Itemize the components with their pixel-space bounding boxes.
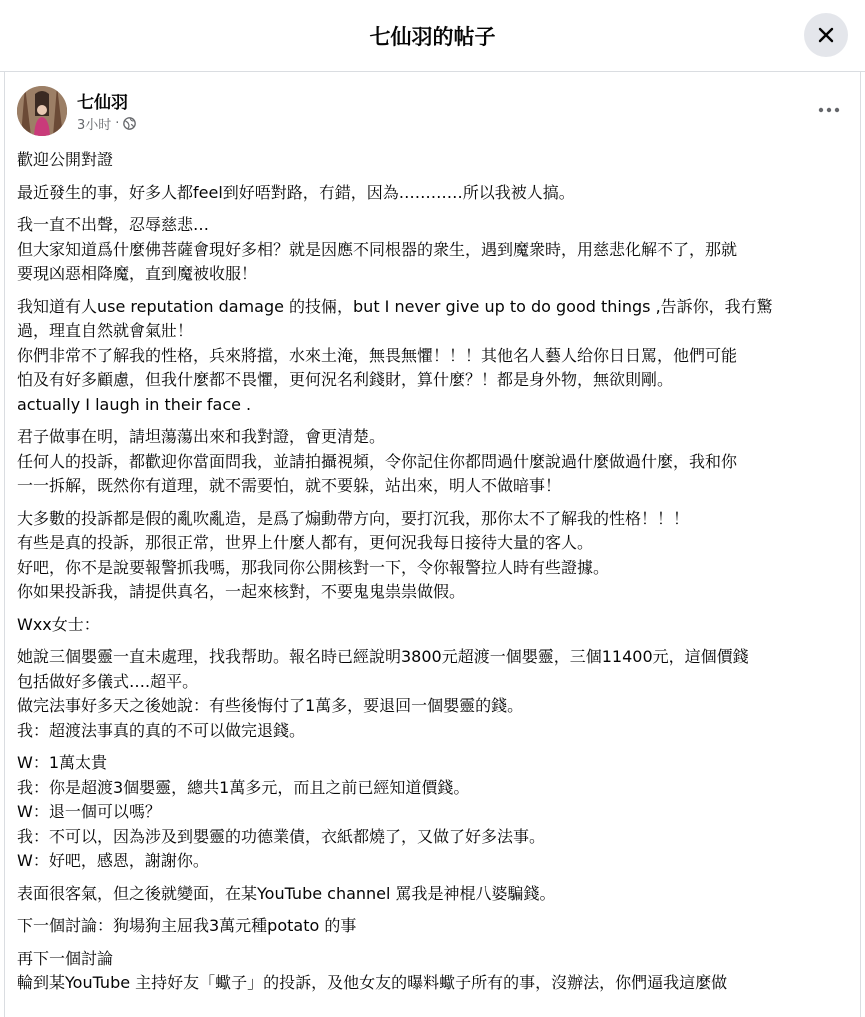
post-meta xyxy=(77,114,136,133)
meta-separator: · xyxy=(115,116,120,131)
close-button[interactable] xyxy=(804,13,848,57)
post-text-line: 過，理直自然就會氣壯！ xyxy=(17,321,194,340)
post-paragraph xyxy=(17,613,849,638)
post-paragraph xyxy=(17,751,849,874)
avatar[interactable] xyxy=(17,86,67,136)
avatar-image xyxy=(17,86,67,136)
post-text-line: 歡迎公開對證 xyxy=(17,150,114,169)
post-text-line: 我知道有人use reputation damage 的技倆，but I never give up to do good things ,告訴你，我冇驚 xyxy=(17,296,773,316)
globe-icon[interactable] xyxy=(123,117,136,130)
post-paragraph xyxy=(17,295,849,418)
post-paragraph xyxy=(17,645,849,743)
post-paragraph xyxy=(17,507,849,605)
post-text-line: 要現凶惡相降魔，直到魔被收服！ xyxy=(17,264,258,283)
post-text-line: 她說三個嬰靈一直未處理，找我帮助。報名時已經說明3800元超渡一個嬰靈，三個11400元，這個價錢 xyxy=(17,647,749,666)
post-body xyxy=(17,148,849,1004)
post-text-line: 最近發生的事，好多人都feel到好唔對路，冇錯，因為…………所以我被人搞。 xyxy=(17,182,575,202)
post-text-line: 做完法事好多天之後她說：有些後悔付了1萬多，要退回一個嬰靈的錢。 xyxy=(17,696,524,715)
post-card xyxy=(4,72,861,1017)
post-text-line: 我：不可以，因為涉及到嬰靈的功德業債，衣紙都燒了，又做了好多法事。 xyxy=(17,826,546,846)
post-text-line: 輪到某YouTube 主持好友「蠍子」的投訴，及他女友的曝料蠍子所有的事，沒辦法，你們逼我這麼做 xyxy=(17,973,728,992)
post-text-line: 我一直不出聲，忍辱慈悲… xyxy=(17,215,210,234)
post-text-line: 怕及有好多顧慮，但我什麼都不畏懼，更何況名利錢財，算什麼？！都是身外物，無欲則剛。 xyxy=(17,370,674,389)
post-author-name[interactable]: 七仙羽 xyxy=(77,93,128,113)
more-options-button[interactable] xyxy=(811,92,847,128)
post-text-line: 你們非常不了解我的性格，兵來將擋，水來土淹，無畏無懼！！！其他名人藝人给你日日罵，他們可能 xyxy=(17,345,738,365)
post-text-line: 君子做事在明，請坦蕩蕩出來和我對證，會更清楚。 xyxy=(17,427,386,446)
dialog-title: 七仙羽的帖子 xyxy=(369,24,496,49)
post-paragraph xyxy=(17,181,849,206)
dialog-header xyxy=(0,0,865,72)
post-text-line: 我：超渡法事真的真的不可以做完退錢。 xyxy=(17,720,306,740)
post-text-line: 但大家知道爲什麼佛菩薩會現好多相？就是因應不同根器的衆生，遇到魔衆時，用慈悲化解不了，那就 xyxy=(17,239,738,259)
post-text-line: 再下一個討論 xyxy=(17,948,114,968)
post-timestamp[interactable]: 3小时 xyxy=(77,118,112,133)
post-text-line: W：退一個可以嗎？ xyxy=(17,802,161,821)
post-text-line: 你如果投訴我，請提供真名，一起來核對，不要鬼鬼祟祟做假。 xyxy=(17,582,466,601)
post-text-line: 一一拆解，既然你有道理，就不需要怕，就不要躲，站出來，明人不做暗事！ xyxy=(17,476,562,495)
post-text-line: 任何人的投訴，都歡迎你當面問我，並請拍攝視頻，令你記住你都問過什麼說過什麼做過什麼，我和你 xyxy=(17,451,738,471)
post-paragraph xyxy=(17,425,849,499)
post-text-line: 大多數的投訴都是假的亂吹亂造，是爲了煽動帶方向，要打沉我，那你太不了解我的性格！！！ xyxy=(17,508,690,528)
post-text-line: 包括做好多儀式….超平。 xyxy=(17,671,199,691)
post-text-line: 有些是真的投訴，那很正常，世界上什麼人都有，更何況我每日接待大量的客人。 xyxy=(17,533,594,552)
post-paragraph xyxy=(17,882,849,907)
post-text-line: Wxx女士： xyxy=(17,614,100,634)
post-text-line: 我：你是超渡3個嬰靈，總共1萬多元，而且之前已經知道價錢。 xyxy=(17,777,470,797)
post-text-line: W：1萬太貴 xyxy=(17,753,108,772)
post-text-line: actually I laugh in their face . xyxy=(17,394,252,414)
more-horizontal-icon xyxy=(818,107,840,113)
close-icon xyxy=(816,25,836,45)
post-header xyxy=(17,86,847,138)
post-text-line: 表面很客氣，但之後就變面，在某YouTube channel 罵我是神棍八婆騙錢。 xyxy=(17,883,556,903)
post-paragraph xyxy=(17,148,849,173)
post-paragraph xyxy=(17,947,849,996)
post-paragraph xyxy=(17,213,849,287)
post-text-line: W：好吧，感恩，謝謝你。 xyxy=(17,851,209,870)
post-paragraph xyxy=(17,914,849,939)
post-text-line: 好吧，你不是說要報警抓我嗎，那我同你公開核對一下，令你報警拉人時有些證據。 xyxy=(17,557,610,577)
post-text-line: 下一個討論：狗場狗主屈我3萬元種potato 的事 xyxy=(17,916,357,935)
